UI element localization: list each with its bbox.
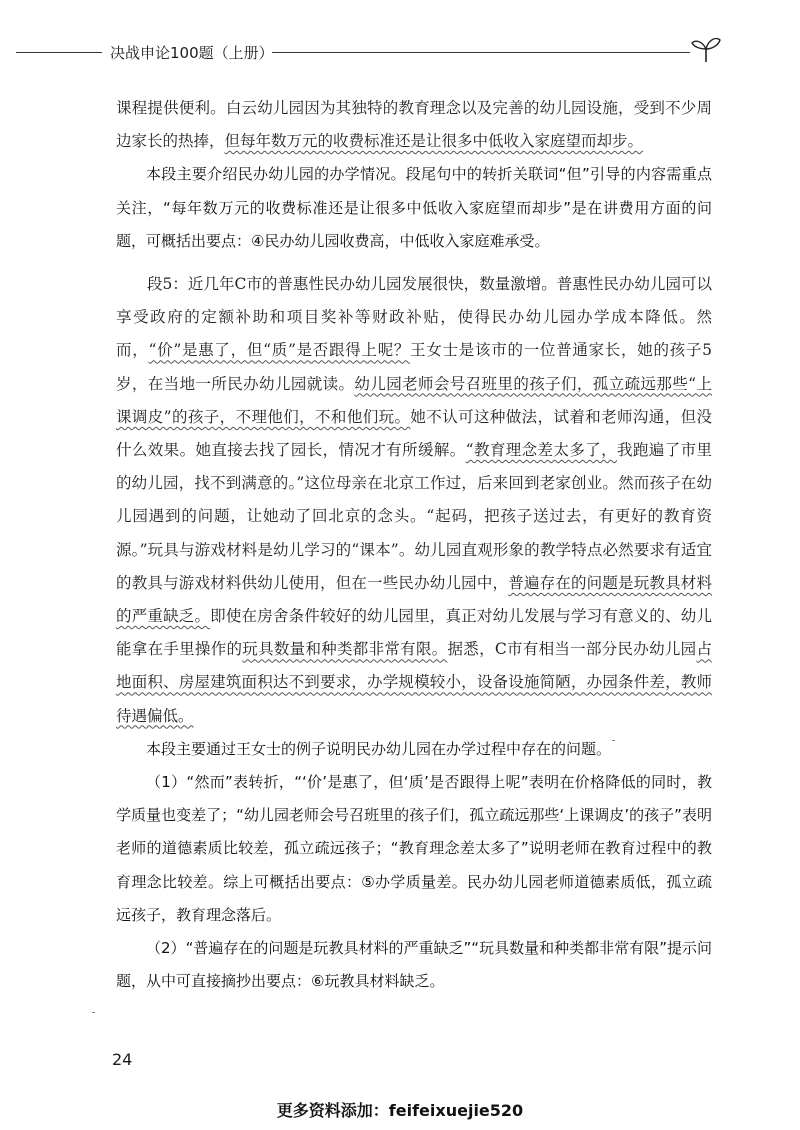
underlined-segment: 但每年数万元的收费标准还是让很多中低收入家庭望而却步。 <box>224 132 644 151</box>
header-rule-right <box>272 52 690 53</box>
text-segment: 王女士是该市的一位普通家长，她的孩子5岁，在当地一所民办幼儿园就读。 <box>116 341 712 393</box>
scan-speck <box>92 1012 95 1013</box>
page-number: 24 <box>112 1050 133 1069</box>
analysis-point-1: （1）“然而”表转折，“‘价’是惠了，但‘质’是否跟得上呢”表明在价格降低的同时，教学质量也变差了；“幼儿园老师会号召班里的孩子们，孤立疏远那些‘上课调皮’的孩子”表明老师的道德素质比较差，孤立疏远孩子；“教育理念差太多了”说明老师在教育过程中的教育理念比较差。综上可概括出要点：⑤办学质量差。民办幼儿园老师道德素质低，孤立疏远孩子，教育理念落后。 <box>116 773 712 924</box>
running-header <box>0 36 800 66</box>
page-body <box>116 92 712 998</box>
sprout-icon <box>690 34 722 64</box>
text-segment: 段5：近几年C市的普惠性民办幼儿园发展很快，数量激增。普惠性民办幼儿园可以享受政府的定额补助和项目奖补等财政补贴，使得民办幼儿园办学成本降低。然而， <box>116 275 712 360</box>
underlined-segment: 玩具数量和种类都非常有限。 <box>242 640 448 659</box>
underlined-segment: 普遍存在的问题是玩教具材料的严重缺乏。 <box>116 573 712 626</box>
underlined-segment: “价”是惠了，但“质”是否跟得上呢？ <box>148 341 411 360</box>
text-segment: 据悉，C市有相当一部分民办幼儿园 <box>447 640 697 659</box>
footer-note: 更多资料添加：feifeixuejie520 <box>276 1101 524 1120</box>
source-paragraph-5 <box>116 268 712 733</box>
scan-speck <box>612 740 615 741</box>
text-segment: 课程提供便利。白云幼儿园因为其独特的教育理念以及完善的幼儿园设施，受到不少周边家长的热捧， <box>116 99 712 151</box>
underlined-segment: 幼儿园老师会号召班里的孩子们，孤立疏远那些“上课调皮”的孩子，不理他们，不和他们玩。 <box>116 374 712 426</box>
underlined-segment: “教育理念差太多了， <box>465 441 618 460</box>
text-segment: 我跑遍了市里的幼儿园，找不到满意的。”这位母亲在北京工作过，后来回到老家创业。然而孩子在幼儿园遇到的问题，让她动了回北京的念头。“起码，把孩子送过去，有更好的教育资源。”玩具与游戏材料是幼儿学习的“课本”。幼儿园直观形象的教学特点必然要求有适宜的教具与游戏材料供幼儿使用，但在一些民办幼儿园中， <box>116 441 712 592</box>
analysis-point-2: （2）“普遍存在的问题是玩教具材料的严重缺乏”“玩具数量和种类都非常有限”提示问题，从中可直接摘抄出要点：⑥玩教具材料缺乏。 <box>116 939 712 991</box>
book-title: 决战申论100题（上册） <box>110 44 274 62</box>
text-segment: 即使在房舍条件较好的幼儿园里，真正对幼儿发展与学习有意义的、幼儿能拿在手里操作的 <box>116 607 712 659</box>
paragraph-continuation <box>116 92 712 158</box>
analysis-paragraph: 本段主要通过王女士的例子说明民办幼儿园在办学过程中存在的问题。 <box>146 739 612 758</box>
analysis-paragraph: 本段主要介绍民办幼儿园的办学情况。段尾句中的转折关联词“但”引导的内容需重点关注，“每年数万元的收费标准还是让很多中低收入家庭望而却步”是在讲费用方面的问题，可概括出要点：④民办幼儿园收费高，中低收入家庭难承受。 <box>116 165 712 250</box>
underlined-segment: 占地面积、房屋建筑面积达不到要求，办学规模较小，设备设施简陋，办园条件差，教师待遇偏低。 <box>116 640 712 725</box>
header-rule-left <box>16 52 102 53</box>
text-segment: 她不认可这种做法，试着和老师沟通，但没什么效果。她直接去找了园长，情况才有所缓解。 <box>116 407 712 460</box>
